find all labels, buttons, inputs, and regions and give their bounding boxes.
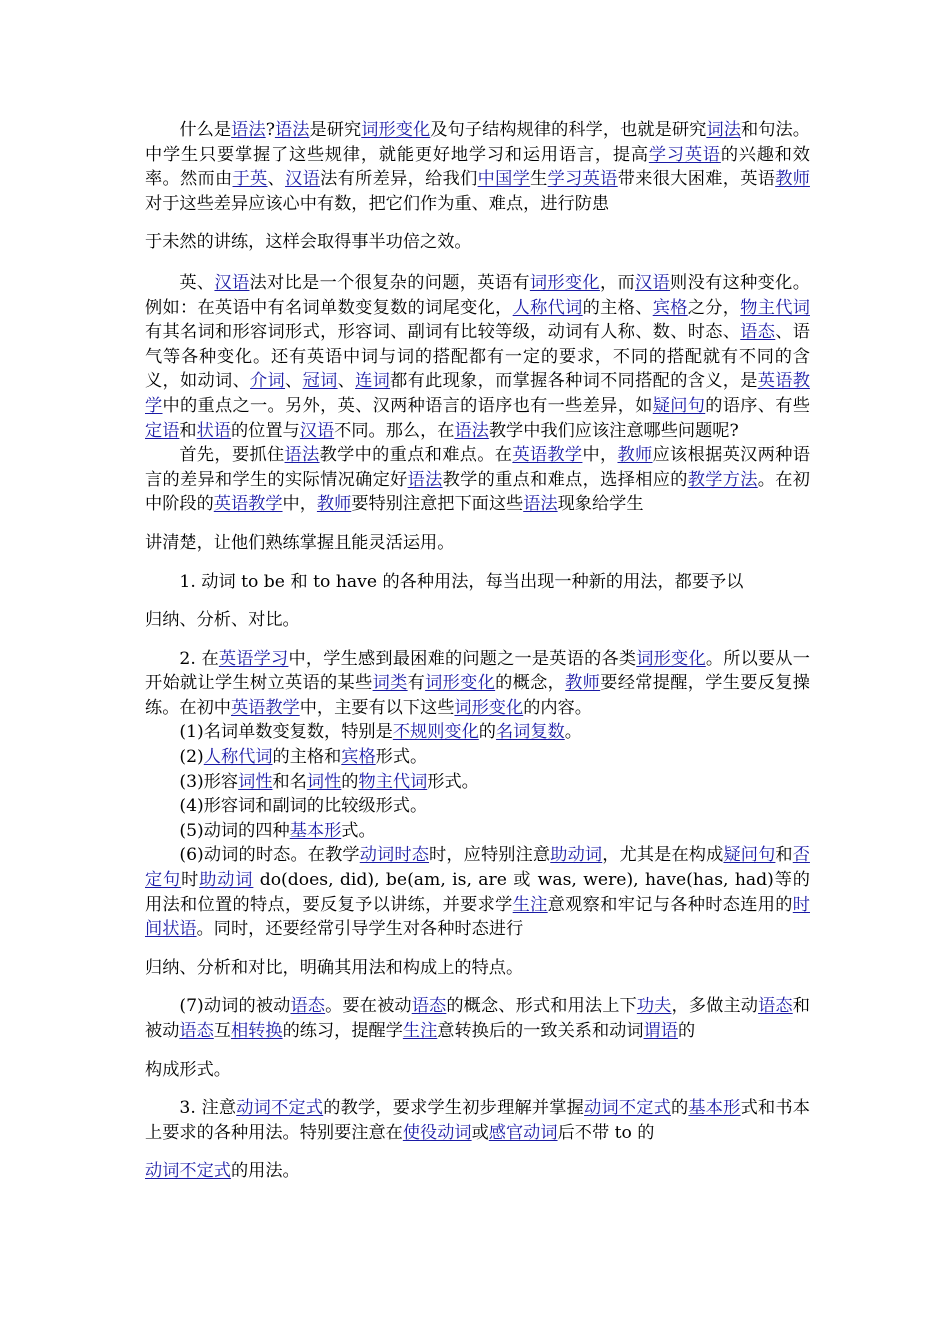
text-run: 教学的重点和难点，选择相应的 bbox=[442, 469, 688, 490]
hyperlink[interactable]: 于英 bbox=[232, 169, 268, 190]
text-run: 教学中的重点和难点。在 bbox=[319, 445, 513, 466]
text-run: 的语序、有些 bbox=[705, 395, 810, 416]
text-run: 法有所差异，给我们 bbox=[320, 169, 478, 190]
hyperlink[interactable]: 教学方法 bbox=[687, 469, 758, 490]
text-run: 于未然的讲练，这样会取得事半功倍之效。 bbox=[145, 232, 472, 253]
text-run: 生 bbox=[530, 169, 548, 190]
text-run: (5)动词的四种 bbox=[179, 820, 290, 841]
text-run: 的概念、形式和用法上下 bbox=[446, 996, 637, 1017]
text-run: 都有此现象，而掌握各种词不同搭配的含义，是 bbox=[390, 371, 758, 392]
text-run: 有 bbox=[407, 673, 426, 694]
text-run: do(does, did), be(am, is, are 或 was, were), have(has, had)等的用法和位置的特点，要反复予以讲练，并要求学 bbox=[145, 870, 810, 915]
text-run: 、语气等各种变化。还有英语中词与词的搭配都有一定的要求，不同的搭配就有不同的含义，如动词、 bbox=[145, 322, 810, 392]
hyperlink[interactable]: 生注 bbox=[402, 1021, 438, 1041]
hyperlink[interactable]: 人称代词 bbox=[203, 747, 273, 768]
hyperlink[interactable]: 动词不定式 bbox=[145, 1161, 231, 1182]
hyperlink[interactable]: 物主代词 bbox=[740, 297, 810, 318]
hyperlink[interactable]: 词类 bbox=[372, 673, 408, 694]
hyperlink[interactable]: 英语教学 bbox=[512, 445, 583, 466]
text-run: 和句法。中学生只要掌握了这些规律，就能更好地学习和运用语言，提高 bbox=[145, 120, 810, 165]
hyperlink[interactable]: 基本形 bbox=[688, 1098, 741, 1119]
hyperlink[interactable]: 相转换 bbox=[230, 1021, 283, 1041]
hyperlink[interactable]: 疑问句 bbox=[723, 845, 776, 866]
paragraph-i3 bbox=[145, 770, 810, 795]
text-run: 是研究 bbox=[309, 120, 362, 140]
text-run: 中，主要有以下这些 bbox=[299, 697, 455, 718]
hyperlink[interactable]: 词法 bbox=[706, 120, 741, 140]
text-run: 、 bbox=[337, 371, 356, 392]
text-run: 中的重点之一。另外，英、汉两种语言的语序也有一些差异，如 bbox=[162, 395, 653, 416]
hyperlink[interactable]: 宾格 bbox=[341, 747, 376, 768]
hyperlink[interactable]: 物主代词 bbox=[358, 771, 428, 792]
text-run: 3. 注意 bbox=[179, 1098, 237, 1119]
text-run: 构成形式。 bbox=[145, 1059, 231, 1080]
paragraph-p1 bbox=[145, 118, 810, 216]
text-run: 、 bbox=[285, 371, 303, 392]
paragraph-p3-tail bbox=[145, 531, 810, 556]
text-run: 要经常提醒，学生要反复操练。在初中 bbox=[145, 673, 810, 718]
hyperlink[interactable]: 语法 bbox=[454, 420, 489, 441]
hyperlink[interactable]: 疑问句 bbox=[652, 395, 706, 416]
paragraph-i6 bbox=[145, 843, 810, 941]
hyperlink[interactable]: 语法 bbox=[274, 120, 310, 140]
hyperlink[interactable]: 助动词 bbox=[199, 870, 254, 891]
hyperlink[interactable]: 词形变化 bbox=[636, 648, 706, 669]
text-run: 时 bbox=[181, 870, 200, 891]
text-run: 。 bbox=[564, 722, 582, 743]
text-run: 式和书本上要求的各种用法。特别要注意在 bbox=[145, 1098, 810, 1143]
text-run: 讲清楚，让他们熟练掌握且能灵活运用。 bbox=[145, 532, 455, 553]
hyperlink[interactable]: 动词不定式 bbox=[584, 1098, 672, 1119]
text-run: 什么是 bbox=[179, 120, 232, 140]
hyperlink[interactable]: 教师 bbox=[565, 673, 601, 694]
text-run: 的概念， bbox=[495, 673, 566, 694]
text-run: 带来很大困难，英语 bbox=[617, 169, 776, 190]
hyperlink[interactable]: 语法 bbox=[523, 494, 558, 515]
text-run: 的 bbox=[341, 771, 359, 792]
text-run: 。在初中阶段的 bbox=[145, 469, 810, 515]
hyperlink[interactable]: 定语 bbox=[145, 420, 180, 441]
hyperlink[interactable]: 汉语 bbox=[285, 169, 321, 190]
hyperlink[interactable]: 语态 bbox=[411, 996, 447, 1017]
paragraph-p4-tail bbox=[145, 608, 810, 633]
text-run: 的 bbox=[478, 722, 496, 743]
hyperlink[interactable]: 词性 bbox=[238, 771, 273, 792]
text-run: 的内容。 bbox=[523, 697, 592, 718]
hyperlink[interactable]: 词形变化 bbox=[425, 673, 496, 694]
hyperlink[interactable]: 词形变化 bbox=[529, 272, 600, 293]
paragraph-i2 bbox=[145, 745, 810, 770]
text-run: 则没有这种变化。例如：在英语中有名词单数变复数的词尾变化， bbox=[145, 272, 810, 318]
hyperlink[interactable]: 词形变化 bbox=[454, 697, 524, 718]
hyperlink[interactable]: 谓语 bbox=[643, 1021, 678, 1041]
hyperlink[interactable]: 宾格 bbox=[652, 297, 688, 318]
text-run: ，尤其是在构成 bbox=[602, 845, 724, 866]
hyperlink[interactable]: 生注 bbox=[512, 894, 548, 915]
text-run: 的用法。 bbox=[230, 1161, 300, 1182]
text-run: 中， bbox=[582, 445, 618, 466]
text-run: ，多做主动 bbox=[671, 996, 759, 1017]
paragraph-p5 bbox=[145, 647, 810, 721]
text-run: 首先，要抓住 bbox=[179, 445, 285, 466]
paragraph-i1 bbox=[145, 720, 810, 745]
text-run: 现象给学生 bbox=[557, 494, 644, 515]
text-run: 的教学，要求学生初步理解并掌握 bbox=[323, 1098, 585, 1119]
text-run: 时，应特别注意 bbox=[429, 845, 551, 866]
text-run: 的位置与 bbox=[230, 420, 300, 441]
text-run: 归纳、分析和对比，明确其用法和构成上的特点。 bbox=[145, 957, 524, 978]
text-run: 法对比是一个很复杂的问题，英语有 bbox=[249, 272, 530, 293]
hyperlink[interactable]: 学习英语 bbox=[547, 169, 618, 190]
text-run: 的 bbox=[671, 1098, 689, 1119]
paragraph-i7 bbox=[145, 994, 810, 1043]
text-run: 和 bbox=[775, 845, 793, 866]
hyperlink[interactable]: 语态 bbox=[758, 996, 793, 1017]
hyperlink[interactable]: 语法 bbox=[407, 469, 443, 490]
text-run: (2) bbox=[179, 747, 204, 768]
text-run: 意转换后的一致关系和动词 bbox=[437, 1021, 644, 1041]
hyperlink[interactable]: 助动词 bbox=[550, 845, 603, 866]
text-run: 或 bbox=[471, 1122, 489, 1143]
hyperlink[interactable]: 动词不定式 bbox=[236, 1098, 324, 1119]
hyperlink[interactable]: 使役动词 bbox=[402, 1122, 472, 1143]
hyperlink[interactable]: 介词 bbox=[250, 371, 286, 392]
text-run: 中， bbox=[282, 494, 317, 515]
hyperlink[interactable]: 汉语 bbox=[635, 272, 671, 293]
hyperlink[interactable]: 语态 bbox=[740, 322, 776, 343]
text-run: 和名 bbox=[272, 771, 307, 792]
text-run: 的主格、 bbox=[582, 297, 653, 318]
text-run: 意观察和牢记与各种时态连用的 bbox=[547, 894, 793, 915]
text-run: (6)动词的时态。在教学 bbox=[179, 845, 360, 866]
text-run: 不同。那么，在 bbox=[334, 420, 455, 441]
hyperlink[interactable]: 汉语 bbox=[299, 420, 335, 441]
paragraph-p6-tail bbox=[145, 1159, 810, 1184]
paragraph-i4 bbox=[145, 794, 810, 819]
hyperlink[interactable]: 英语学习 bbox=[218, 648, 289, 669]
hyperlink[interactable]: 连词 bbox=[355, 371, 391, 392]
text-run: 的 bbox=[677, 1021, 696, 1041]
text-run: 和 bbox=[179, 420, 197, 441]
text-run: (7)动词的被动 bbox=[179, 996, 291, 1017]
text-run: 互 bbox=[213, 1021, 231, 1041]
document-body bbox=[145, 118, 810, 1184]
paragraph-p6 bbox=[145, 1096, 810, 1145]
text-run: (4)形容词和副词的比较级形式。 bbox=[179, 796, 428, 817]
hyperlink[interactable]: 否定句 bbox=[145, 845, 810, 891]
text-run: 。同时，还要经常引导学生对各种时态进行 bbox=[196, 919, 524, 940]
hyperlink[interactable]: 不规则变化 bbox=[392, 722, 479, 743]
hyperlink[interactable]: 英语教学 bbox=[145, 371, 810, 416]
paragraph-i7-tail bbox=[145, 1058, 810, 1083]
text-run: 的兴趣和效率。然而由 bbox=[145, 144, 810, 190]
text-run: ? bbox=[265, 120, 275, 140]
text-run: 及句子结构规律的科学，也就是研究 bbox=[430, 120, 707, 140]
hyperlink[interactable]: 动词时态 bbox=[359, 845, 430, 866]
text-run: 2. 在 bbox=[179, 648, 219, 669]
text-run: 英、 bbox=[179, 272, 215, 293]
hyperlink[interactable]: 英语教学 bbox=[230, 697, 300, 718]
hyperlink[interactable]: 教师 bbox=[617, 445, 653, 466]
text-run: 有其名词和形容词形式，形容词、副词有比较等级，动词有人称、数、时态、 bbox=[145, 322, 741, 343]
hyperlink[interactable]: 汉语 bbox=[214, 272, 250, 293]
paragraph-i6-tail bbox=[145, 956, 810, 981]
text-run: 之分， bbox=[687, 297, 741, 318]
hyperlink[interactable]: 人称代词 bbox=[512, 297, 583, 318]
hyperlink[interactable]: 感官动词 bbox=[488, 1122, 558, 1143]
text-run: ，而 bbox=[599, 272, 635, 293]
text-run: 。所以要从一开始就让学生树立英语的某些 bbox=[145, 648, 810, 694]
text-run: 后不带 to 的 bbox=[557, 1122, 655, 1143]
hyperlink[interactable]: 词性 bbox=[306, 771, 342, 792]
text-run: 应该根据英汉两种语言的差异和学生的实际情况确定好 bbox=[145, 445, 810, 490]
hyperlink[interactable]: 教师 bbox=[775, 169, 810, 190]
paragraph-p2 bbox=[145, 271, 810, 443]
text-run: 。要在被动 bbox=[325, 996, 412, 1017]
hyperlink[interactable]: 语法 bbox=[231, 120, 266, 140]
paragraph-i5 bbox=[145, 819, 810, 844]
hyperlink[interactable]: 词形变化 bbox=[361, 120, 431, 140]
text-run: 式。 bbox=[341, 820, 376, 841]
text-run: 对于这些差异应该心中有数，把它们作为重、难点，进行防患 bbox=[145, 193, 610, 214]
text-run: 归纳、分析、对比。 bbox=[145, 610, 300, 631]
hyperlink[interactable]: 名词复数 bbox=[495, 722, 565, 743]
hyperlink[interactable]: 语法 bbox=[284, 445, 320, 466]
paragraph-p3 bbox=[145, 443, 810, 517]
paragraph-p1-tail bbox=[145, 230, 810, 255]
hyperlink[interactable]: 功夫 bbox=[636, 996, 672, 1017]
text-run: 的练习，提醒学 bbox=[282, 1021, 403, 1041]
hyperlink[interactable]: 英语教学 bbox=[213, 494, 283, 515]
hyperlink[interactable]: 基本形 bbox=[289, 820, 342, 841]
text-run: 要特别注意把下面这些 bbox=[351, 494, 524, 515]
text-run: 的主格和 bbox=[272, 747, 342, 768]
text-run: 形式。 bbox=[375, 747, 428, 768]
hyperlink[interactable]: 中国学 bbox=[477, 169, 531, 190]
text-run: (1)名词单数变复数，特别是 bbox=[179, 722, 393, 743]
hyperlink[interactable]: 语态 bbox=[179, 1021, 214, 1041]
hyperlink[interactable]: 状语 bbox=[196, 420, 231, 441]
hyperlink[interactable]: 时间状语 bbox=[145, 894, 810, 940]
hyperlink[interactable]: 教师 bbox=[316, 494, 352, 515]
text-run: 中，学生感到最困难的问题之一是英语的各类 bbox=[288, 648, 637, 669]
text-run: (3)形容 bbox=[179, 771, 239, 792]
text-run: 、 bbox=[267, 169, 286, 190]
paragraph-p4 bbox=[145, 570, 810, 595]
hyperlink[interactable]: 语态 bbox=[290, 996, 326, 1017]
text-run: 和被动 bbox=[145, 996, 810, 1041]
text-run: 1. 动词 to be 和 to have 的各种用法，每当出现一种新的用法，都要予以 bbox=[179, 571, 744, 592]
text-run: 教学中我们应该注意哪些问题呢? bbox=[488, 420, 739, 441]
hyperlink[interactable]: 学习英语 bbox=[648, 144, 721, 165]
hyperlink[interactable]: 冠词 bbox=[302, 371, 338, 392]
text-run: 形式。 bbox=[427, 771, 479, 792]
